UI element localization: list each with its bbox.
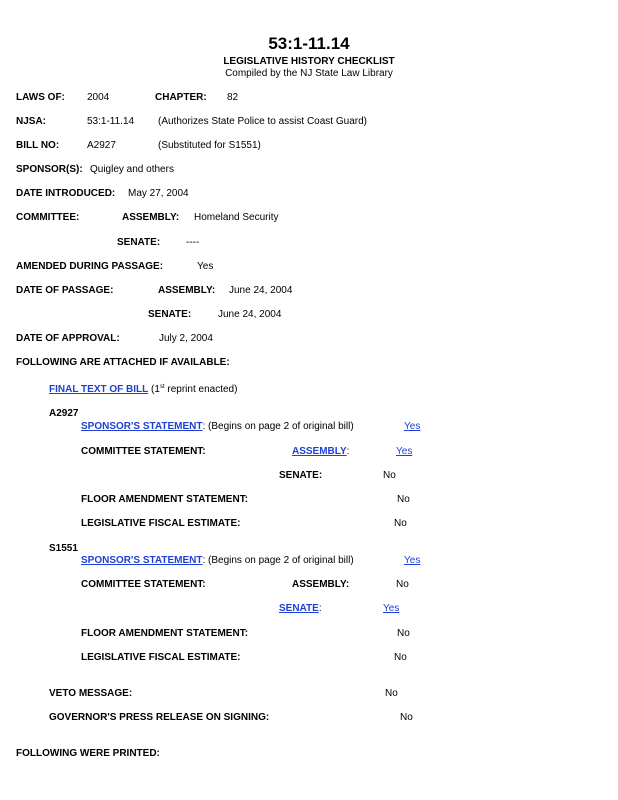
- amended-label: AMENDED DURING PASSAGE:: [16, 261, 164, 272]
- s1551-assembly-value: No: [396, 579, 409, 590]
- s1551-heading: S1551: [49, 543, 78, 554]
- attached-heading: FOLLOWING ARE ATTACHED IF AVAILABLE:: [16, 357, 230, 368]
- page-title: 53:1-11.14: [268, 34, 350, 53]
- printed-heading: FOLLOWING WERE PRINTED:: [16, 748, 160, 759]
- final-text-line: [49, 384, 237, 396]
- njsa-note: (Authorizes State Police to assist Coast Guard): [158, 116, 367, 127]
- date-introduced-label: DATE INTRODUCED:: [16, 188, 116, 199]
- approval-value: July 2, 2004: [159, 333, 213, 344]
- passage-assembly-value: June 24, 2004: [229, 285, 293, 296]
- final-text-link[interactable]: FINAL TEXT OF BILL: [49, 384, 149, 395]
- s1551-floor-value: No: [397, 628, 410, 639]
- committee-senate-label: SENATE:: [117, 237, 161, 248]
- s1551-sponsor-line: [81, 555, 354, 567]
- a2927-senate-value: No: [383, 470, 396, 481]
- final-text-post: reprint enacted): [164, 384, 238, 395]
- committee-senate-value: ----: [186, 237, 200, 248]
- committee-label: COMMITTEE:: [16, 212, 80, 223]
- a2927-sponsor-yes-link[interactable]: Yes: [404, 421, 421, 432]
- a2927-floor-value: No: [397, 494, 410, 505]
- passage-label: DATE OF PASSAGE:: [16, 285, 114, 296]
- approval-label: DATE OF APPROVAL:: [16, 333, 120, 344]
- compiled-by: Compiled by the NJ State Law Library: [225, 68, 393, 79]
- a2927-heading: A2927: [49, 408, 79, 419]
- chapter-value: 82: [227, 92, 239, 103]
- passage-senate-value: June 24, 2004: [218, 309, 282, 320]
- njsa-value: 53:1-11.14: [87, 116, 135, 127]
- a2927-committee-label: COMMITTEE STATEMENT:: [81, 446, 206, 457]
- s1551-senate-colon: :: [318, 603, 322, 614]
- laws-of-value: 2004: [87, 92, 110, 103]
- bill-no-label: BILL NO:: [16, 140, 60, 151]
- passage-assembly-label: ASSEMBLY:: [158, 285, 216, 296]
- a2927-sponsor-link[interactable]: SPONSOR'S STATEMENT: [81, 421, 203, 432]
- committee-assembly-value: Homeland Security: [194, 212, 279, 223]
- s1551-floor-label: FLOOR AMENDMENT STATEMENT:: [81, 628, 249, 639]
- final-text-sup: st: [159, 384, 165, 390]
- amended-value: Yes: [197, 261, 214, 272]
- s1551-fiscal-label: LEGISLATIVE FISCAL ESTIMATE:: [81, 652, 241, 663]
- s1551-sponsor-yes-link[interactable]: Yes: [404, 555, 421, 566]
- veto-value: No: [385, 688, 398, 699]
- checklist-subtitle: LEGISLATIVE HISTORY CHECKLIST: [223, 56, 395, 67]
- njsa-label: NJSA:: [16, 116, 47, 127]
- press-release-value: No: [400, 712, 413, 723]
- date-introduced-value: May 27, 2004: [128, 188, 189, 199]
- s1551-senate-yes-link[interactable]: Yes: [383, 603, 400, 614]
- a2927-assembly-yes-link[interactable]: Yes: [396, 446, 413, 457]
- bill-no-value: A2927: [87, 140, 116, 151]
- chapter-label: CHAPTER:: [155, 92, 207, 103]
- sponsors-label: SPONSOR(S):: [16, 164, 83, 175]
- final-text-pre: (1: [148, 384, 160, 395]
- sponsors-value: Quigley and others: [90, 164, 174, 175]
- s1551-sponsor-note: : (Begins on page 2 of original bill): [202, 555, 354, 566]
- s1551-assembly-label: ASSEMBLY:: [292, 579, 350, 590]
- passage-senate-label: SENATE:: [148, 309, 192, 320]
- a2927-sponsor-line: [81, 421, 354, 433]
- a2927-senate-label: SENATE:: [279, 470, 323, 481]
- press-release-label: GOVERNOR'S PRESS RELEASE ON SIGNING:: [49, 712, 270, 723]
- a2927-assembly-colon: :: [346, 446, 350, 457]
- s1551-committee-label: COMMITTEE STATEMENT:: [81, 579, 206, 590]
- bill-no-note: (Substituted for S1551): [158, 140, 261, 151]
- a2927-floor-label: FLOOR AMENDMENT STATEMENT:: [81, 494, 249, 505]
- a2927-sponsor-note: : (Begins on page 2 of original bill): [202, 421, 354, 432]
- s1551-fiscal-value: No: [394, 652, 407, 663]
- a2927-fiscal-value: No: [394, 518, 407, 529]
- s1551-sponsor-link[interactable]: SPONSOR'S STATEMENT: [81, 555, 203, 566]
- laws-of-label: LAWS OF:: [16, 92, 65, 103]
- a2927-assembly-link[interactable]: ASSEMBLY: [292, 446, 347, 457]
- veto-label: VETO MESSAGE:: [49, 688, 133, 699]
- a2927-fiscal-label: LEGISLATIVE FISCAL ESTIMATE:: [81, 518, 241, 529]
- committee-assembly-label: ASSEMBLY:: [122, 212, 180, 223]
- a2927-assembly-line: [292, 446, 349, 458]
- s1551-senate-line: [279, 603, 322, 615]
- s1551-senate-link[interactable]: SENATE: [279, 603, 319, 614]
